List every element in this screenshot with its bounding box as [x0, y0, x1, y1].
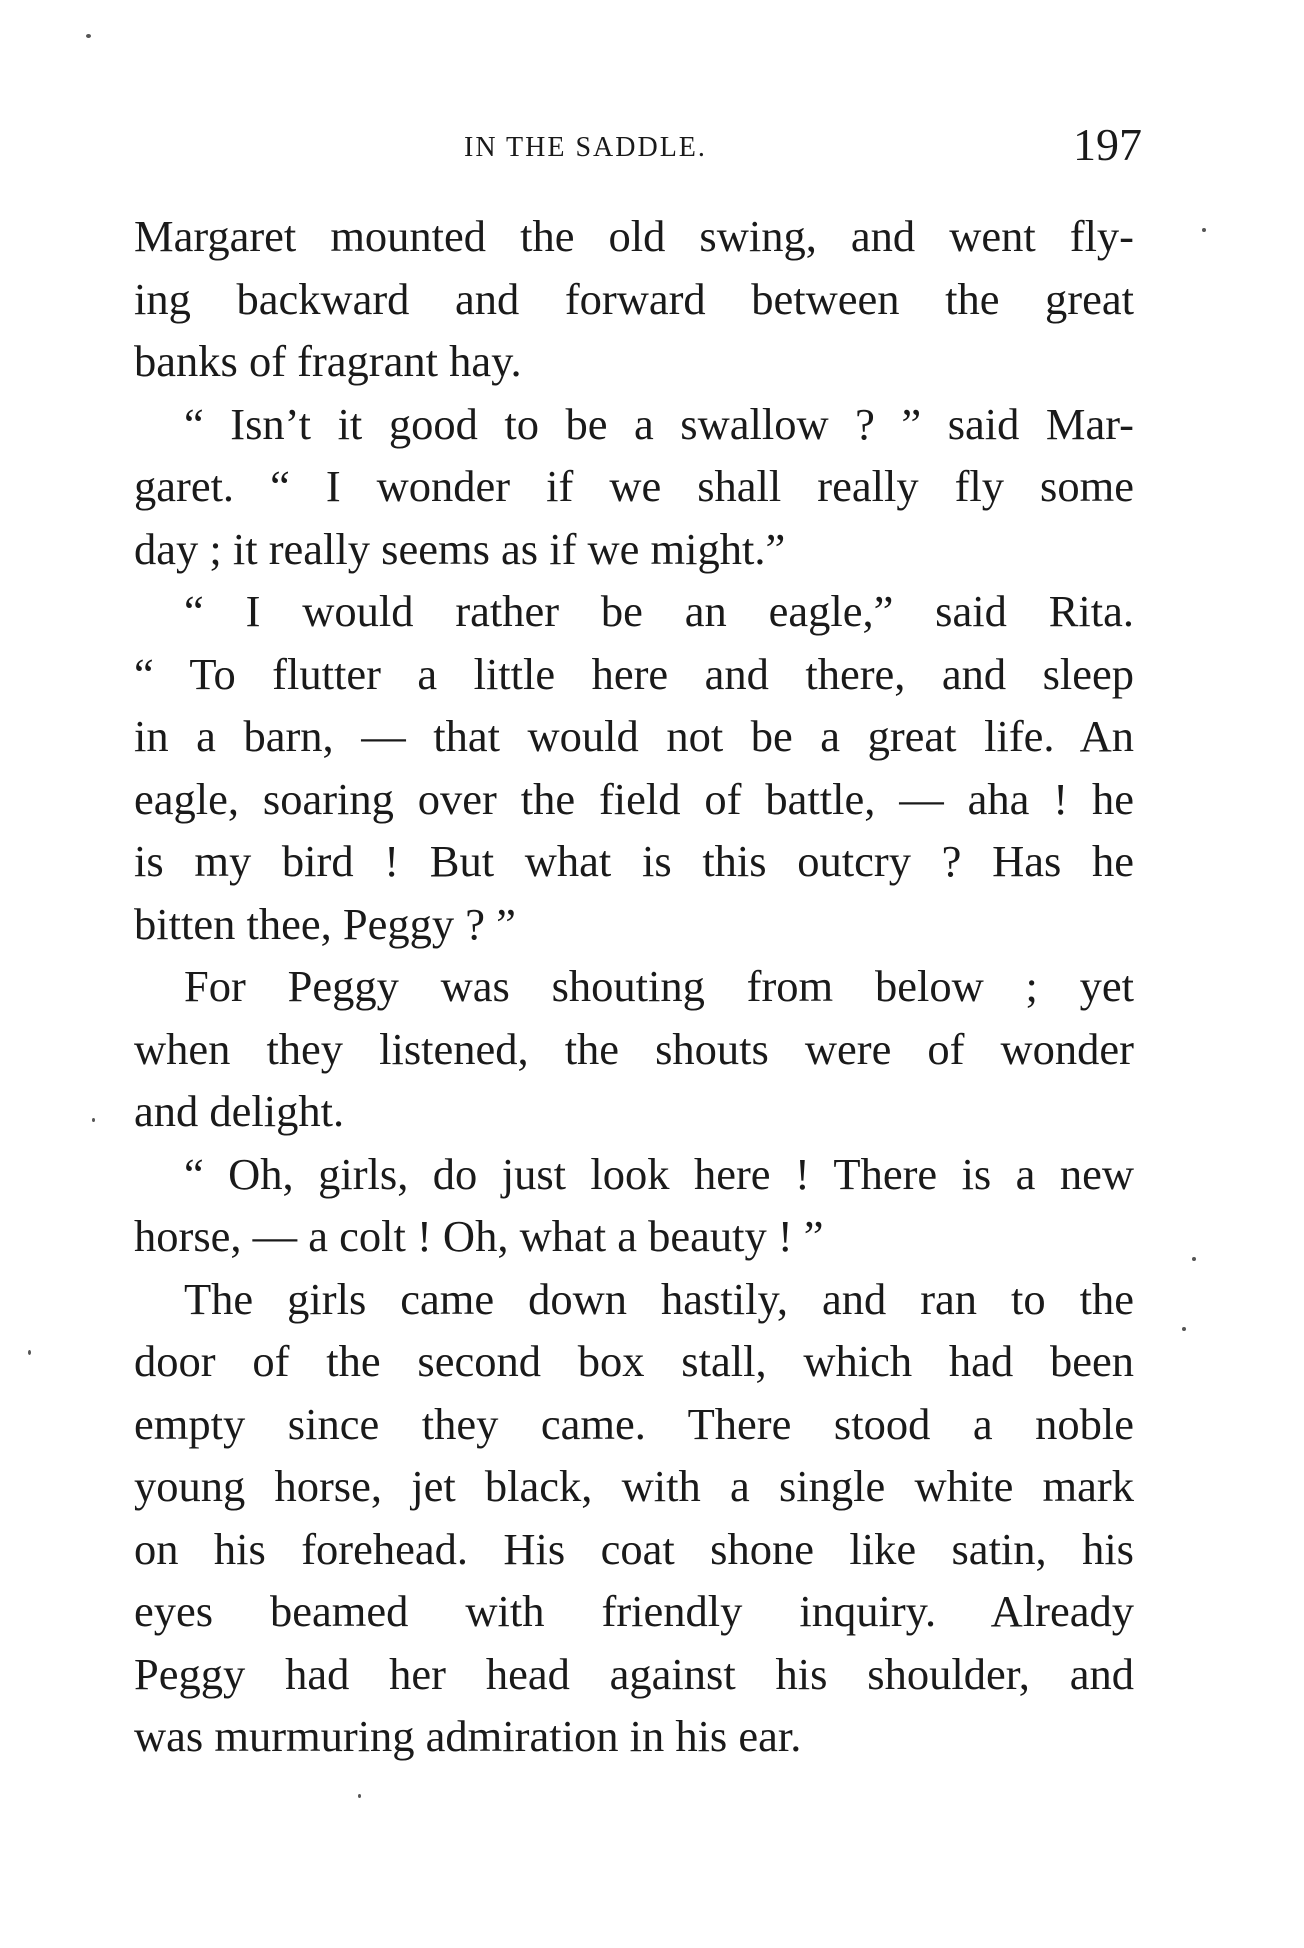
text-line: eyes beamed with friendly inquiry. Already — [134, 1586, 1134, 1636]
scan-speck — [358, 1794, 361, 1798]
text-line: was murmuring admiration in his ear. — [134, 1711, 802, 1761]
text-line: day ; it really seems as if we might.” — [134, 523, 786, 574]
text-line: eagle, soaring over the field of battle, — aha ! he — [134, 773, 1134, 824]
text-line: horse, — a colt ! Oh, what a beauty ! ” — [134, 1211, 824, 1261]
text-line: “ Isn’t it good to be a swallow ? ” said Mar- — [184, 398, 1134, 449]
text-line: “ I would rather be an eagle,” said Rita. — [184, 586, 1134, 636]
text-line: ing backward and forward between the great — [134, 273, 1134, 324]
text-line: bitten thee, Peggy ? ” — [134, 898, 516, 949]
text-line: For Peggy was shouting from below ; yet — [184, 961, 1134, 1011]
text-line: banks of fragrant hay. — [134, 336, 522, 386]
page-number: 197 — [1073, 119, 1142, 170]
running-title: IN THE SADDLE. — [464, 132, 707, 163]
running-head — [134, 118, 1142, 178]
scan-speck — [1182, 1327, 1186, 1331]
scan-speck — [92, 1118, 95, 1122]
scan-speck — [86, 34, 91, 38]
scan-speck — [1202, 228, 1206, 232]
text-line: “ To flutter a little here and there, and sleep — [134, 648, 1134, 699]
text-line: The girls came down hastily, and ran to the — [184, 1273, 1134, 1324]
text-line: in a barn, — that would not be a great life. An — [134, 711, 1134, 761]
text-line: door of the second box stall, which had been — [134, 1336, 1134, 1386]
scan-speck — [28, 1350, 31, 1355]
scan-speck — [1192, 1257, 1196, 1261]
text-line: on his forehead. His coat shone like satin, his — [134, 1523, 1134, 1574]
text-line: Margaret mounted the old swing, and went fly- — [134, 211, 1134, 261]
text-line: “ Oh, girls, do just look here ! There is a new — [184, 1148, 1134, 1199]
text-line: when they listened, the shouts were of wonder — [134, 1023, 1134, 1074]
text-line: Peggy had her head against his shoulder, and — [134, 1648, 1134, 1699]
text-line: and delight. — [134, 1086, 345, 1136]
body-text — [134, 205, 1134, 1768]
text-line: garet. “ I wonder if we shall really fly some — [134, 461, 1134, 511]
text-line: is my bird ! But what is this outcry ? Has he — [134, 836, 1134, 886]
text-line: young horse, jet black, with a single white mark — [134, 1461, 1134, 1511]
text-line: empty since they came. There stood a noble — [134, 1398, 1134, 1449]
